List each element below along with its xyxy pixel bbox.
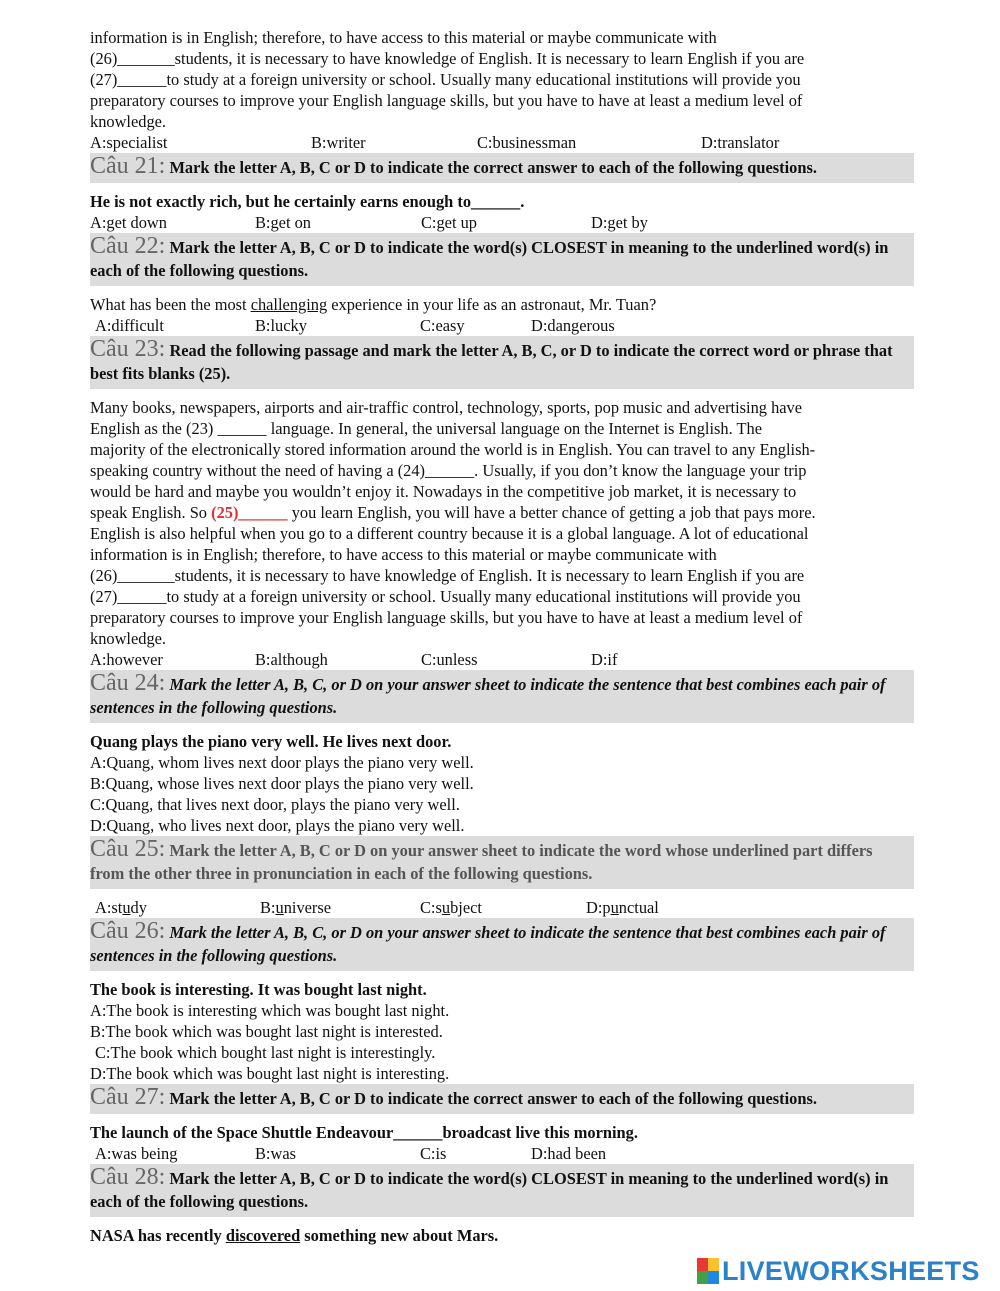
question-header-27 <box>90 1084 914 1114</box>
option-d[interactable]: D:had been <box>531 1144 607 1163</box>
option-a[interactable]: A:Quang, whom lives next door plays the piano very well. <box>90 753 474 772</box>
option-c[interactable]: C:unless <box>421 650 478 669</box>
option-text: B: <box>260 898 276 917</box>
question-stem: The book is interesting. It was bought last night. <box>90 980 427 999</box>
stem-text: What has been the most <box>90 295 251 314</box>
option-c[interactable]: C:Quang, that lives next door, plays the piano very well. <box>90 795 460 814</box>
passage-line: preparatory courses to improve your English language skills, but you have to have at least a medium level of <box>90 91 803 110</box>
liveworksheets-logo <box>697 1253 980 1289</box>
option-b[interactable]: B:lucky <box>255 316 307 335</box>
option-d[interactable]: D:dangerous <box>531 316 615 335</box>
passage-line: (26)_______students, it is necessary to have knowledge of English. It is necessary to learn English if you are <box>90 566 805 585</box>
stem-text: experience in your life as an astronaut, Mr. Tuan? <box>327 295 657 314</box>
passage-line: majority of the electronically stored information around the world is in English. You can travel to any English- <box>90 440 816 459</box>
option-b[interactable]: B:was <box>255 1144 296 1163</box>
highlighted-blank: (25)______ <box>211 503 288 522</box>
question-number: Câu 26: <box>90 918 166 944</box>
option-d[interactable] <box>586 897 659 918</box>
question-header-26 <box>90 918 914 971</box>
option-b[interactable]: B:The book which was bought last night is interested. <box>90 1022 443 1041</box>
underlined-word: discovered <box>225 1226 301 1245</box>
question-number: Câu 24: <box>90 670 166 696</box>
option-c[interactable]: C:businessman <box>477 133 577 152</box>
underlined-letter: u <box>122 898 131 917</box>
option-b[interactable]: B:Quang, whose lives next door plays the piano very well. <box>90 774 474 793</box>
passage-line: Many books, newspapers, airports and air-traffic control, technology, sports, pop music and advertising have <box>90 398 803 417</box>
option-a[interactable] <box>95 897 260 918</box>
question-instruction: Mark the letter A, B, C or D on your answer sheet to indicate the word whose underlined part differs from the other three in pronunciation in each of the following questions. <box>90 841 873 883</box>
passage-line: speaking country without the need of having a (24)______. Usually, if you don’t know the language your trip <box>90 461 807 480</box>
question-stem: Quang plays the piano very well. He lives next door. <box>90 732 452 751</box>
question-number: Câu 28: <box>90 1164 166 1190</box>
option-c[interactable]: C:easy <box>420 316 465 335</box>
option-a[interactable]: A:get down <box>90 213 167 232</box>
passage-line: (26)_______students, it is necessary to have knowledge of English. It is necessary to learn English if you are <box>90 49 805 68</box>
question-stem <box>90 1225 914 1246</box>
question-instruction: Mark the letter A, B, C or D to indicate the correct answer to each of the following questions. <box>169 158 817 177</box>
question-stem: He is not exactly rich, but he certainly earns enough to______. <box>90 192 525 211</box>
brand-name: LIVEWORKSHEETS <box>722 1255 980 1286</box>
option-d[interactable]: D:The book which was bought last night is interesting. <box>90 1064 450 1083</box>
question-instruction: Mark the letter A, B, C or D to indicate the correct answer to each of the following questions. <box>169 1089 817 1108</box>
intro-passage <box>90 27 914 132</box>
question-header-25 <box>90 836 914 889</box>
stem-text: NASA has recently <box>90 1226 226 1245</box>
question-stem: The launch of the Space Shuttle Endeavour______broadcast live this morning. <box>90 1123 638 1142</box>
worksheet-page <box>90 27 914 1246</box>
option-a[interactable]: A:however <box>90 650 163 669</box>
question-number: Câu 25: <box>90 836 166 862</box>
question-instruction: Mark the letter A, B, C, or D on your answer sheet to indicate the sentence that best combines each pair of sentences in the following questions. <box>90 675 886 717</box>
option-text: dy <box>130 898 147 917</box>
underlined-word: challenging <box>250 295 328 314</box>
passage-text: speak English. So <box>90 503 212 522</box>
passage-line: knowledge. <box>90 112 167 131</box>
option-text: niverse <box>283 898 332 917</box>
option-a[interactable]: A:specialist <box>90 133 168 152</box>
passage-line: English as the (23) ______ language. In general, the universal language on the Internet is English. The <box>90 419 762 438</box>
underlined-letter: u <box>610 898 619 917</box>
question-number: Câu 22: <box>90 233 166 259</box>
option-c[interactable]: C:The book which bought last night is interestingly. <box>95 1043 436 1062</box>
option-d[interactable]: D:Quang, who lives next door, plays the piano very well. <box>90 816 465 835</box>
option-b[interactable] <box>260 897 420 918</box>
option-text: bject <box>450 898 482 917</box>
question-header-28 <box>90 1164 914 1217</box>
stem-text: something new about Mars. <box>300 1226 499 1245</box>
option-b[interactable]: B:although <box>255 650 328 669</box>
passage-line: would be hard and maybe you wouldn’t enjoy it. Nowadays in the competitive job market, it is necessary to <box>90 482 797 501</box>
answer-options <box>90 212 914 233</box>
option-c[interactable]: C:is <box>420 1144 447 1163</box>
passage-line <box>90 502 914 523</box>
passage-text: you learn English, you will have a better chance of getting a job that pays more. <box>287 503 816 522</box>
option-b[interactable]: B:get on <box>255 213 311 232</box>
passage-line: knowledge. <box>90 629 167 648</box>
option-b[interactable]: B:writer <box>311 133 366 152</box>
answer-options <box>90 315 914 336</box>
option-d[interactable]: D:if <box>591 650 618 669</box>
question-stem <box>90 294 914 315</box>
question-number: Câu 23: <box>90 336 166 362</box>
option-c[interactable]: C:get up <box>421 213 477 232</box>
answer-options <box>90 132 914 153</box>
option-c[interactable] <box>420 897 586 918</box>
question-header-24 <box>90 670 914 723</box>
question-instruction: Mark the letter A, B, C, or D on your answer sheet to indicate the sentence that best combines each pair of sentences in the following questions. <box>90 923 886 965</box>
option-a[interactable]: A:difficult <box>95 316 164 335</box>
question-header-21 <box>90 153 914 183</box>
passage-line: (27)______to study at a foreign university or school. Usually many educational institutions will provide you <box>90 70 801 89</box>
underlined-letter: u <box>441 898 451 917</box>
question-header-23 <box>90 336 914 389</box>
question-header-22 <box>90 233 914 286</box>
underlined-letter: u <box>275 898 284 917</box>
passage-line: (27)______to study at a foreign university or school. Usually many educational institutions will provide you <box>90 587 801 606</box>
reading-passage <box>90 397 914 649</box>
option-text: D:p <box>586 898 611 917</box>
question-number: Câu 21: <box>90 153 166 179</box>
option-a[interactable]: A:was being <box>95 1144 178 1163</box>
passage-line: preparatory courses to improve your English language skills, but you have to have at least a medium level of <box>90 608 803 627</box>
option-text: nctual <box>618 898 659 917</box>
question-instruction: Read the following passage and mark the letter A, B, C, or D to indicate the correct word or phrase that best fits blanks (25). <box>90 341 893 383</box>
passage-line: information is in English; therefore, to have access to this material or maybe communicate with <box>90 545 717 564</box>
brand-icon <box>697 1258 719 1284</box>
answer-options <box>90 649 914 670</box>
option-text: C:s <box>420 898 442 917</box>
passage-line: English is also helpful when you go to a different country because it is a global language. A lot of educational <box>90 524 809 543</box>
question-number: Câu 27: <box>90 1084 166 1110</box>
passage-line: information is in English; therefore, to have access to this material or maybe communicate with <box>90 28 717 47</box>
option-d[interactable]: D:translator <box>701 133 780 152</box>
answer-options <box>90 1143 914 1164</box>
option-a[interactable]: A:The book is interesting which was bought last night. <box>90 1001 450 1020</box>
question-instruction: Mark the letter A, B, C or D to indicate the word(s) CLOSEST in meaning to the underlined word(s) in each of the following questions. <box>90 238 889 280</box>
question-instruction: Mark the letter A, B, C or D to indicate the word(s) CLOSEST in meaning to the underlined word(s) in each of the following questions. <box>90 1169 889 1211</box>
option-text: A:st <box>95 898 123 917</box>
answer-options <box>90 897 914 918</box>
option-d[interactable]: D:get by <box>591 213 648 232</box>
